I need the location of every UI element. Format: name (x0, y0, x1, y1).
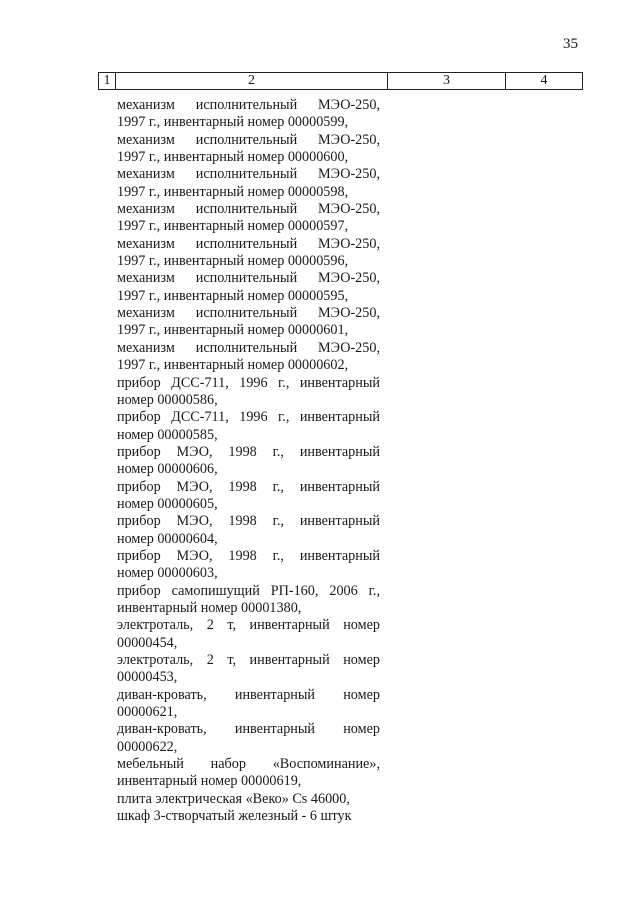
list-item-line: 1997 г., инвентарный номер 00000598, (117, 183, 349, 200)
list-item-line: номер 00000605, (117, 495, 218, 512)
column-header-2: 2 (116, 73, 388, 89)
list-item (117, 97, 380, 132)
list-item (117, 166, 380, 201)
list-item (117, 513, 380, 548)
list-item-line: механизм исполнительный МЭО-250, (117, 339, 380, 356)
list-item (117, 548, 380, 583)
list-item-line: прибор ДСС-711, 1996 г., инвентарный (117, 374, 380, 391)
list-item-line: прибор МЭО, 1998 г., инвентарный (117, 478, 380, 495)
list-item-line: диван-кровать, инвентарный номер (117, 721, 380, 738)
list-item (117, 617, 380, 652)
list-item-line: шкаф 3-створчатый железный - 6 штук (117, 808, 352, 825)
list-item (117, 409, 380, 444)
list-item-line: 1997 г., инвентарный номер 00000595, (117, 287, 349, 304)
list-item-line: 1997 г., инвентарный номер 00000599, (117, 114, 349, 131)
list-item (117, 479, 380, 514)
list-item-line: 00000621, (117, 704, 178, 721)
list-item-line: номер 00000603, (117, 565, 218, 582)
list-item-line: 1997 г., инвентарный номер 00000596, (117, 253, 349, 270)
column-header-3: 3 (388, 73, 506, 89)
list-item-line: диван-кровать, инвентарный номер (117, 686, 380, 703)
list-item (117, 756, 380, 791)
list-item (117, 444, 380, 479)
column-header-4: 4 (540, 73, 548, 88)
list-item-line: 00000622, (117, 738, 178, 755)
list-item-line: прибор МЭО, 1998 г., инвентарный (117, 513, 380, 530)
list-item (117, 721, 380, 756)
list-item-line: плита электрическая «Веко» Cs 46000, (117, 790, 350, 807)
list-item-line: инвентарный номер 00000619, (117, 773, 302, 790)
property-list (117, 97, 380, 825)
list-item (117, 791, 380, 808)
list-item-line: прибор МЭО, 1998 г., инвентарный (117, 547, 380, 564)
list-item-line: номер 00000585, (117, 426, 218, 443)
table-column-header-row (98, 72, 583, 90)
list-item-line: мебельный набор «Воспоминание», (117, 756, 380, 773)
list-item (117, 652, 380, 687)
list-item-line: инвентарный номер 00001380, (117, 599, 302, 616)
list-item-line: номер 00000586, (117, 391, 218, 408)
list-item-line: механизм исполнительный МЭО-250, (117, 131, 380, 148)
list-item (117, 132, 380, 167)
list-item-line: 00000453, (117, 669, 178, 686)
list-item-line: механизм исполнительный МЭО-250, (117, 270, 380, 287)
list-item-line: механизм исполнительный МЭО-250, (117, 305, 380, 322)
list-item (117, 583, 380, 618)
list-item (117, 270, 380, 305)
column-header-1: 1 (99, 73, 116, 89)
list-item (117, 340, 380, 375)
list-item (117, 808, 380, 825)
list-item-line: 1997 г., инвентарный номер 00000601, (117, 322, 349, 339)
list-item (117, 236, 380, 271)
list-item-line: механизм исполнительный МЭО-250, (117, 166, 380, 183)
list-item (117, 375, 380, 410)
list-item-line: прибор МЭО, 1998 г., инвентарный (117, 443, 380, 460)
list-item-line: 1997 г., инвентарный номер 00000602, (117, 357, 349, 374)
list-item-line: механизм исполнительный МЭО-250, (117, 235, 380, 252)
list-item-line: прибор самопишущий РП-160, 2006 г., (117, 582, 380, 599)
list-item (117, 305, 380, 340)
page-number: 35 (563, 36, 578, 52)
list-item (117, 201, 380, 236)
list-item-line: номер 00000606, (117, 461, 218, 478)
list-item-line: номер 00000604, (117, 530, 218, 547)
list-item-line: механизм исполнительный МЭО-250, (117, 97, 380, 113)
list-item-line: 1997 г., инвентарный номер 00000600, (117, 149, 349, 166)
list-item (117, 687, 380, 722)
list-item-line: механизм исполнительный МЭО-250, (117, 201, 380, 218)
list-item-line: электроталь, 2 т, инвентарный номер (117, 652, 380, 668)
list-item-line: 00000454, (117, 634, 178, 651)
list-item-line: электроталь, 2 т, инвентарный номер (117, 617, 380, 634)
list-item-line: прибор ДСС-711, 1996 г., инвентарный (117, 409, 380, 426)
list-item-line: 1997 г., инвентарный номер 00000597, (117, 218, 349, 235)
